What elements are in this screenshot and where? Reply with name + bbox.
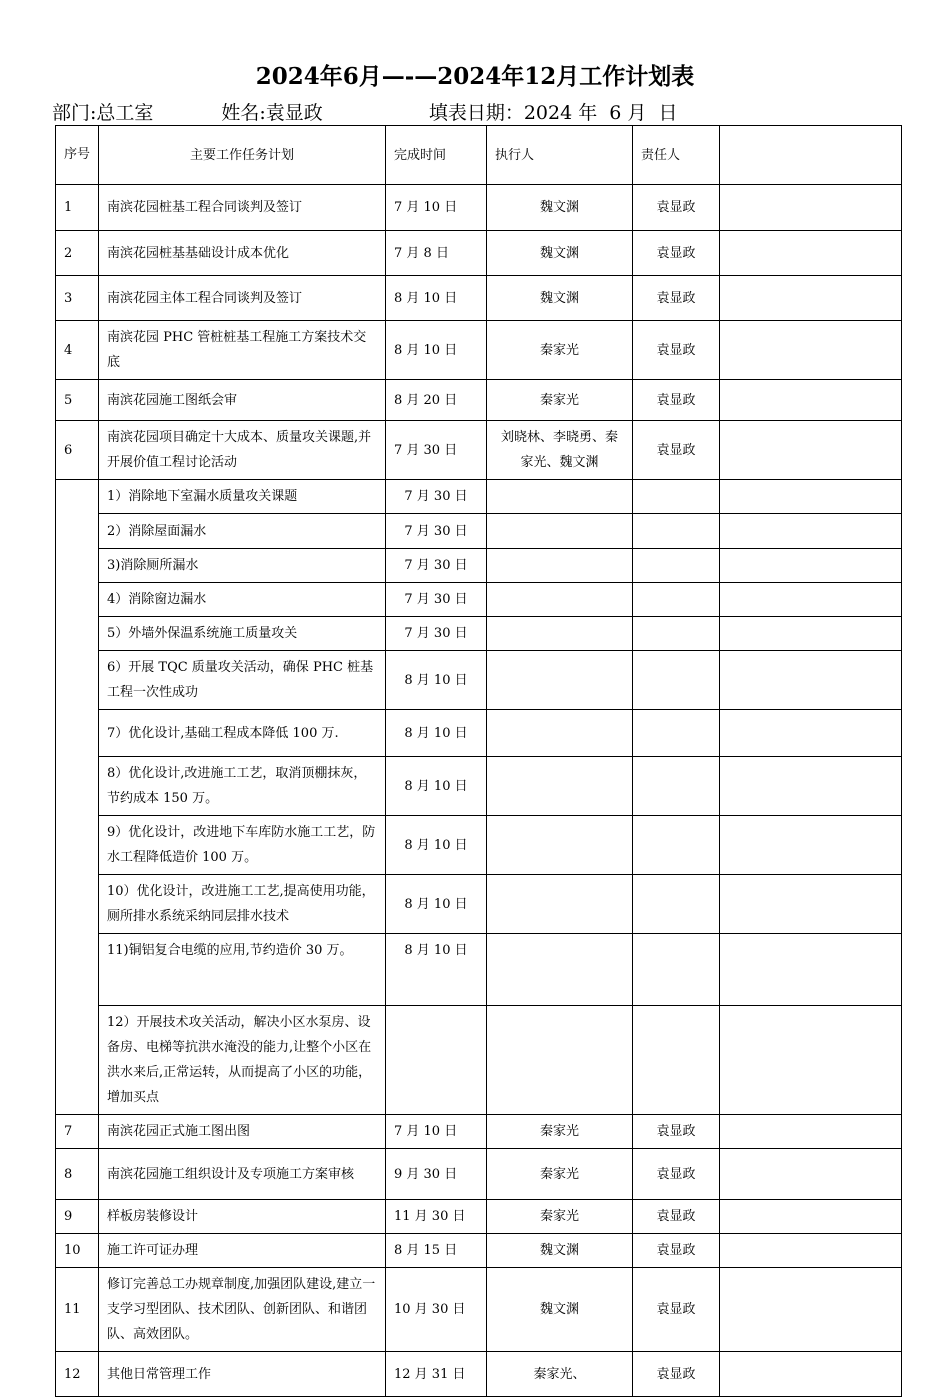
subtask-extra [720, 583, 902, 617]
form-info [52, 98, 678, 125]
row-executor: 魏文渊 [487, 1234, 633, 1268]
row-no: 4 [56, 321, 99, 380]
subtask-task: 1）消除地下室漏水质量攻关课题 [99, 480, 386, 514]
row-task: 南滨花园施工组织设计及专项施工方案审核 [99, 1149, 386, 1200]
row-extra [720, 1115, 902, 1149]
subtask-extra [720, 875, 902, 934]
subtask-time: 8 月 10 日 [386, 816, 487, 875]
row-time: 7 月 10 日 [386, 1115, 487, 1149]
row-responsible: 袁显政 [633, 380, 720, 421]
row-time: 8 月 20 日 [386, 380, 487, 421]
subtask-executor [487, 549, 633, 583]
row-executor: 秦家光 [487, 1200, 633, 1234]
row-time: 7 月 30 日 [386, 421, 487, 480]
row-responsible: 袁显政 [633, 276, 720, 321]
row-time: 8 月 15 日 [386, 1234, 487, 1268]
subtask-executor [487, 480, 633, 514]
row-executor: 秦家光 [487, 1115, 633, 1149]
subtask-task: 3)消除厕所漏水 [99, 549, 386, 583]
subtask-responsible [633, 1006, 720, 1115]
table-row [56, 1352, 902, 1397]
subtask-responsible [633, 617, 720, 651]
row-no: 7 [56, 1115, 99, 1149]
table-row [56, 1234, 902, 1268]
subtask-responsible [633, 934, 720, 1006]
row-no: 2 [56, 231, 99, 276]
subtask-extra [720, 710, 902, 757]
row-task: 修订完善总工办规章制度,加强团队建设,建立一支学习型团队、技术团队、创新团队、和谐团队、高效团队。 [99, 1268, 386, 1352]
row-time: 7 月 8 日 [386, 231, 487, 276]
subtask-row [56, 816, 902, 875]
row-responsible: 袁显政 [633, 1149, 720, 1200]
row-responsible: 袁显政 [633, 185, 720, 231]
subtask-row [56, 549, 902, 583]
row-extra [720, 380, 902, 421]
subtask-task: 8）优化设计,改进施工工艺，取消顶棚抹灰，节约成本 150 万。 [99, 757, 386, 816]
row-executor: 秦家光 [487, 321, 633, 380]
table-row [56, 231, 902, 276]
row-extra [720, 276, 902, 321]
subtask-executor [487, 875, 633, 934]
page-title: 2024年6月—-—2024年12月工作计划表 [255, 63, 695, 90]
subtask-extra [720, 934, 902, 1006]
row-executor: 刘晓林、李晓勇、秦家光、魏文渊 [487, 421, 633, 480]
row-responsible: 袁显政 [633, 1268, 720, 1352]
row-no: 12 [56, 1352, 99, 1397]
subtask-task: 11)铜铝复合电缆的应用,节约造价 30 万。 [99, 934, 386, 1006]
subtask-row [56, 651, 902, 710]
subtask-task: 6）开展 TQC 质量攻关活动，确保 PHC 桩基工程一次性成功 [99, 651, 386, 710]
row-responsible: 袁显政 [633, 421, 720, 480]
name-label: 姓名:袁显政 [221, 102, 323, 124]
table-row [56, 1268, 902, 1352]
row-no: 6 [56, 421, 99, 480]
row-time: 12 月 31 日 [386, 1352, 487, 1397]
subtask-task: 4）消除窗边漏水 [99, 583, 386, 617]
row-extra [720, 1149, 902, 1200]
subtask-row [56, 934, 902, 1006]
row-task: 南滨花园正式施工图出图 [99, 1115, 386, 1149]
subtask-extra [720, 757, 902, 816]
subtask-extra [720, 816, 902, 875]
subtask-executor [487, 816, 633, 875]
subtask-executor [487, 710, 633, 757]
row-task: 南滨花园施工图纸会审 [99, 380, 386, 421]
subtask-task: 10）优化设计，改进施工工艺,提高使用功能，厕所排水系统采纳同层排水技术 [99, 875, 386, 934]
subtask-time: 7 月 30 日 [386, 514, 487, 549]
row-task: 南滨花园 PHC 管桩桩基工程施工方案技术交底 [99, 321, 386, 380]
row-executor: 魏文渊 [487, 185, 633, 231]
subtask-time: 8 月 10 日 [386, 934, 487, 1006]
subtask-task: 2）消除屋面漏水 [99, 514, 386, 549]
subtask-row [56, 480, 902, 514]
row-responsible: 袁显政 [633, 231, 720, 276]
row-task: 南滨花园桩基基础设计成本优化 [99, 231, 386, 276]
subtask-responsible [633, 816, 720, 875]
department-label: 部门:总工室 [52, 102, 154, 124]
table-row [56, 1115, 902, 1149]
row-no: 1 [56, 185, 99, 231]
subtask-executor [487, 651, 633, 710]
row-task: 南滨花园项目确定十大成本、质量攻关课题,并开展价值工程讨论活动 [99, 421, 386, 480]
row-responsible: 袁显政 [633, 321, 720, 380]
subtask-executor [487, 934, 633, 1006]
subtask-responsible [633, 480, 720, 514]
subtask-row [56, 514, 902, 549]
row-responsible: 袁显政 [633, 1234, 720, 1268]
header-responsible: 责任人 [633, 126, 720, 185]
header-time: 完成时间 [386, 126, 487, 185]
subtask-executor [487, 514, 633, 549]
row-no: 3 [56, 276, 99, 321]
row-no: 8 [56, 1149, 99, 1200]
header-executor: 执行人 [487, 126, 633, 185]
row-time: 9 月 30 日 [386, 1149, 487, 1200]
subtask-time: 7 月 30 日 [386, 549, 487, 583]
row-time: 8 月 10 日 [386, 276, 487, 321]
header-extra [720, 126, 902, 185]
subtask-responsible [633, 757, 720, 816]
subtask-time: 8 月 10 日 [386, 651, 487, 710]
header-no: 序号 [56, 126, 99, 185]
row-task: 南滨花园主体工程合同谈判及签订 [99, 276, 386, 321]
subtask-row [56, 710, 902, 757]
subtask-executor [487, 583, 633, 617]
subtask-extra [720, 480, 902, 514]
header-row [56, 126, 902, 185]
table-row [56, 380, 902, 421]
row-extra [720, 231, 902, 276]
row-responsible: 袁显政 [633, 1115, 720, 1149]
subtask-executor [487, 757, 633, 816]
row-time: 11 月 30 日 [386, 1200, 487, 1234]
subtask-responsible [633, 549, 720, 583]
subtask-time: 7 月 30 日 [386, 583, 487, 617]
subtask-extra [720, 514, 902, 549]
work-plan-table [55, 125, 902, 1397]
subtask-task: 12）开展技术攻关活动，解决小区水泵房、设备房、电梯等抗洪水淹没的能力,让整个小区在洪水来后,正常运转，从而提高了小区的功能，增加买点 [99, 1006, 386, 1115]
table-row [56, 1149, 902, 1200]
row-no: 9 [56, 1200, 99, 1234]
row-extra [720, 321, 902, 380]
row-executor: 秦家光、 [487, 1352, 633, 1397]
row-no: 10 [56, 1234, 99, 1268]
subtask-row [56, 583, 902, 617]
row-extra [720, 185, 902, 231]
row-extra [720, 1200, 902, 1234]
row-executor: 秦家光 [487, 1149, 633, 1200]
table-row [56, 185, 902, 231]
row-task: 南滨花园桩基工程合同谈判及签订 [99, 185, 386, 231]
table-row [56, 321, 902, 380]
row-no: 11 [56, 1268, 99, 1352]
row-responsible: 袁显政 [633, 1352, 720, 1397]
subtask-time: 7 月 30 日 [386, 480, 487, 514]
row-time: 8 月 10 日 [386, 321, 487, 380]
subtask-extra [720, 651, 902, 710]
subtask-extra [720, 1006, 902, 1115]
subtask-responsible [633, 710, 720, 757]
subtask-task: 5）外墙外保温系统施工质量攻关 [99, 617, 386, 651]
subtask-extra [720, 549, 902, 583]
subtask-no-cell [56, 480, 99, 1115]
row-extra [720, 421, 902, 480]
subtask-responsible [633, 875, 720, 934]
subtask-time [386, 1006, 487, 1115]
subtask-time: 7 月 30 日 [386, 617, 487, 651]
subtask-extra [720, 617, 902, 651]
row-time: 7 月 10 日 [386, 185, 487, 231]
subtask-task: 7）优化设计,基础工程成本降低 100 万. [99, 710, 386, 757]
subtask-time: 8 月 10 日 [386, 757, 487, 816]
header-task: 主要工作任务计划 [99, 126, 386, 185]
table-row [56, 1200, 902, 1234]
row-executor: 魏文渊 [487, 1268, 633, 1352]
row-time: 10 月 30 日 [386, 1268, 487, 1352]
row-executor: 魏文渊 [487, 276, 633, 321]
row-extra [720, 1352, 902, 1397]
row-executor: 秦家光 [487, 380, 633, 421]
row-executor: 魏文渊 [487, 231, 633, 276]
subtask-task: 9）优化设计，改进地下车库防水施工工艺，防水工程降低造价 100 万。 [99, 816, 386, 875]
subtask-executor [487, 617, 633, 651]
subtask-responsible [633, 583, 720, 617]
subtask-executor [487, 1006, 633, 1115]
table-row [56, 276, 902, 321]
row-no: 5 [56, 380, 99, 421]
subtask-time: 8 月 10 日 [386, 875, 487, 934]
subtask-row [56, 757, 902, 816]
subtask-row [56, 617, 902, 651]
subtask-row [56, 1006, 902, 1115]
subtask-responsible [633, 651, 720, 710]
row-task: 其他日常管理工作 [99, 1352, 386, 1397]
row-extra [720, 1268, 902, 1352]
row-extra [720, 1234, 902, 1268]
row-task: 样板房装修设计 [99, 1200, 386, 1234]
row-responsible: 袁显政 [633, 1200, 720, 1234]
subtask-row [56, 875, 902, 934]
table-row [56, 421, 902, 480]
subtask-responsible [633, 514, 720, 549]
row-task: 施工许可证办理 [99, 1234, 386, 1268]
date-label: 填表日期：2024 年 6 月 日 [428, 102, 678, 124]
subtask-time: 8 月 10 日 [386, 710, 487, 757]
